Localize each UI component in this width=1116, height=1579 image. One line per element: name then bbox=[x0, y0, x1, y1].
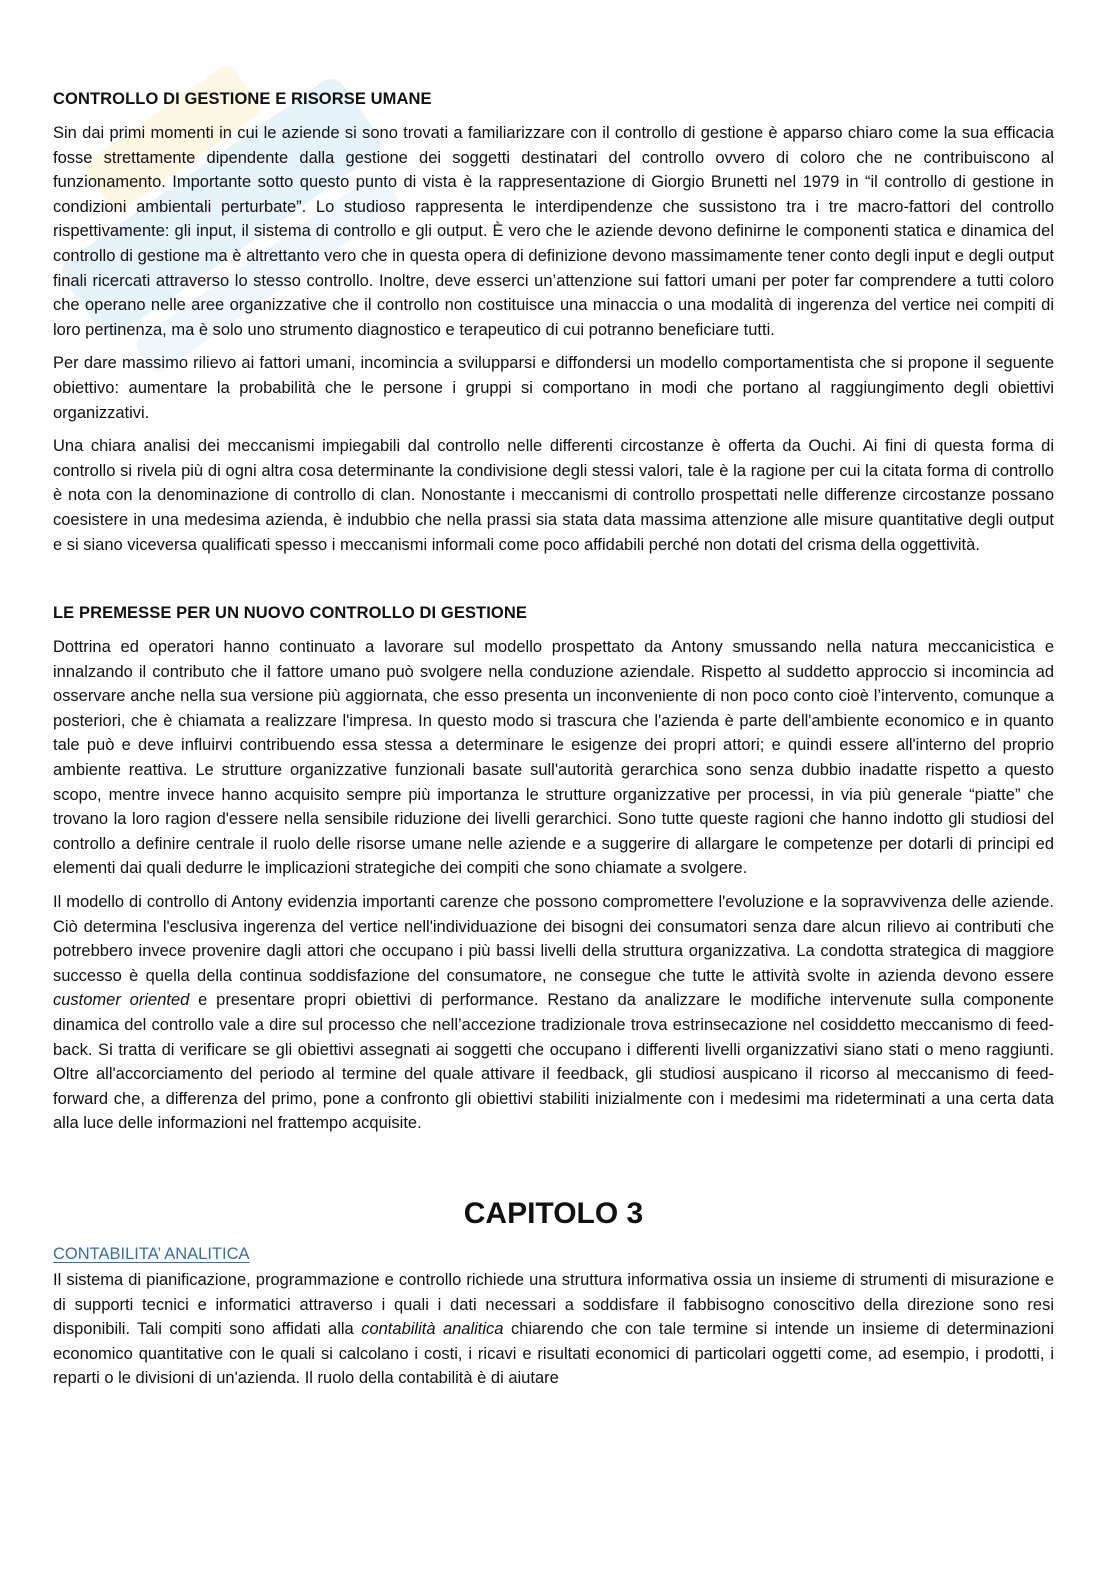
body-paragraph bbox=[53, 890, 1054, 1136]
body-paragraph: Per dare massimo rilievo ai fattori umani, incomincia a svilupparsi e diffondersi un modello comportamentista che si propone il seguente obiettivo: aumentare la probabilità che le persone i gruppi si comportano in modi che portano al raggiungimento degli obiettivi organizzativi. bbox=[53, 354, 1054, 422]
section-heading: LE PREMESSE PER UN NUOVO CONTROLLO DI GESTIONE bbox=[53, 604, 527, 623]
paragraph-text: Il modello di controllo di Antony evidenzia importanti carenze che possono compromettere l'evoluzione e la sopravvivenza delle aziende. Ciò determina l'esclusiva ingerenza del vertice nell'individuazione dei bisogni dei consumatori senza dare alcun rilievo ai contributi che potrebbero invece provenire dagli attori che occupano i più bassi livelli della struttura organizzativa. La condotta strategica di maggiore successo è quella della continua soddisfazione del consumatore, ne consegue che tutte le attività svolte in azienda devono essere bbox=[53, 893, 1054, 985]
italic-term: customer oriented bbox=[53, 991, 190, 1010]
body-paragraph bbox=[53, 1268, 1054, 1391]
paragraph-text: Il sistema di pianificazione, programmazione e controllo richiede una struttura informativa ossia un insieme di strumenti di misurazione e di supporti tecnici e informatici attraverso i quali i dati necessari a soddisfare il fabbisogno conoscitivo della direzione sono resi disponibili. Tali compiti sono affidati alla bbox=[53, 1270, 1054, 1339]
chapter-title: CAPITOLO 3 bbox=[463, 1196, 644, 1230]
body-paragraph: Dottrina ed operatori hanno continuato a lavorare sul modello prospettato da Antony smussando nella natura meccanicistica e innalzando il contributo che il fattore umano può svolgere nella conduzione aziendale. Rispetto al suddetto approccio si incomincia ad osservare anche nella sua versione più aggiornata, che esso presenta un inconveniente di non poco conto cioè l’intervento, comunque a posteriori, che è chiamata a realizzare l'impresa. In questo modo si trascura che l'azienda è parte dell'ambiente economico e in quanto tale può e deve influirvi contribuendo essa stessa a determinare le esigenze dei propri attori; e quindi essere all'interno del proprio ambiente reattiva. Le strutture organizzative funzionali basate sull'autorità gerarchica sono senza dubbio inadatte rispetto a questo scopo, mentre invece hanno acquisito sempre più importanza le strutture organizzative per processi, in via più generale “piatte” che trovano la loro ragion d'essere nella sensibile riduzione dei livelli gerarchici. Sono tutte queste ragioni che hanno indotto gli studiosi del controllo a definire centrale il ruolo delle risorse umane nelle aziende e a suggerire di allargare le competenze per dotarli di principi ed elementi dai quali dedurre le implicazioni strategiche dei compiti che sono chiamate a svolgere. bbox=[53, 638, 1054, 878]
italic-term: contabilità analitica bbox=[361, 1320, 504, 1339]
paragraph-text: e presentare propri obiettivi di performance. Restano da analizzare le modifiche intervenute sulla componente dinamica del controllo vale a dire sul processo che nell’accezione tradizionale trova estrinsecazione nel cosiddetto meccanismo di feed-back. Si tratta di verificare se gli obiettivi assegnati ai soggetti che occupano i differenti livelli organizzativi siano stati o meno raggiunti. Oltre all'accorciamento del periodo al termine del quale attivare il feedback, gli studiosi auspicano il ricorso al meccanismo di feed-forward che, a differenza del primo, pone a confronto gli obiettivi stabiliti inizialmente con i medesimi ma rideterminati a una certa data alla luce delle informazioni nel frattempo acquisite. bbox=[53, 991, 1054, 1133]
body-paragraph: Sin dai primi momenti in cui le aziende si sono trovati a familiarizzare con il controllo di gestione è apparso chiaro come la sua efficacia fosse strettamente dipendente dalla gestione dei soggetti destinatari del controllo ovvero di coloro che ne contribuiscono al funzionamento. Importante sotto questo punto di vista è la rappresentazione di Giorgio Brunetti nel 1979 in “il controllo di gestione in condizioni ambientali perturbate”. Lo studioso rappresenta le interdipendenze che sussistono tra i tre macro-fattori del controllo rispettivamente: gli input, il sistema di controllo e gli output. È vero che le aziende devono definirne le componenti statica e dinamica del controllo di gestione ma è altrettanto vero che in questa opera di definizione devono massimamente tener conto degli input e degli output finali ricercati attraverso lo stesso controllo. Inoltre, deve esserci un’attenzione sui fattori umani per poter far comprendere a tutti coloro che operano nelle aree organizzative che il controllo non costituisce una minaccia o una modalità di ingerenza del vertice nei compiti di loro pertinenza, ma è solo uno strumento diagnostico e terapeutico di cui potranno beneficiare tutti. bbox=[53, 124, 1054, 339]
body-paragraph: Una chiara analisi dei meccanismi impiegabili dal controllo nelle differenti circostanze è offerta da Ouchi. Ai fini di questa forma di controllo si rivela più di ogni altra cosa determinante la condivisione degli stessi valori, tale è la ragione per cui la citata forma di controllo è nota con la denominazione di controllo di clan. Nonostante i meccanismi di controllo prospettati nelle differenze circostanze possano coesistere in una medesima azienda, è indubbio che nella prassi sia stata data massima attenzione alle misure quantitative degli output e si siano viceversa qualificati spesso i meccanismi informali come poco affidabili perché non dotati del crisma della oggettività. bbox=[53, 437, 1054, 554]
section-heading: CONTROLLO DI GESTIONE E RISORSE UMANE bbox=[53, 90, 432, 108]
paragraph-text: chiarendo che con tale termine si intende un insieme di determinazioni economico quantitative con le quali si calcolano i costi, i ricavi e risultati economici di particolari oggetti come, ad esempio, i prodotti, i reparti o le divisioni di un'azienda. Il ruolo della contabilità è di aiutare bbox=[53, 1320, 1055, 1388]
chapter-subheading: CONTABILITA’ ANALITICA bbox=[53, 1244, 250, 1263]
